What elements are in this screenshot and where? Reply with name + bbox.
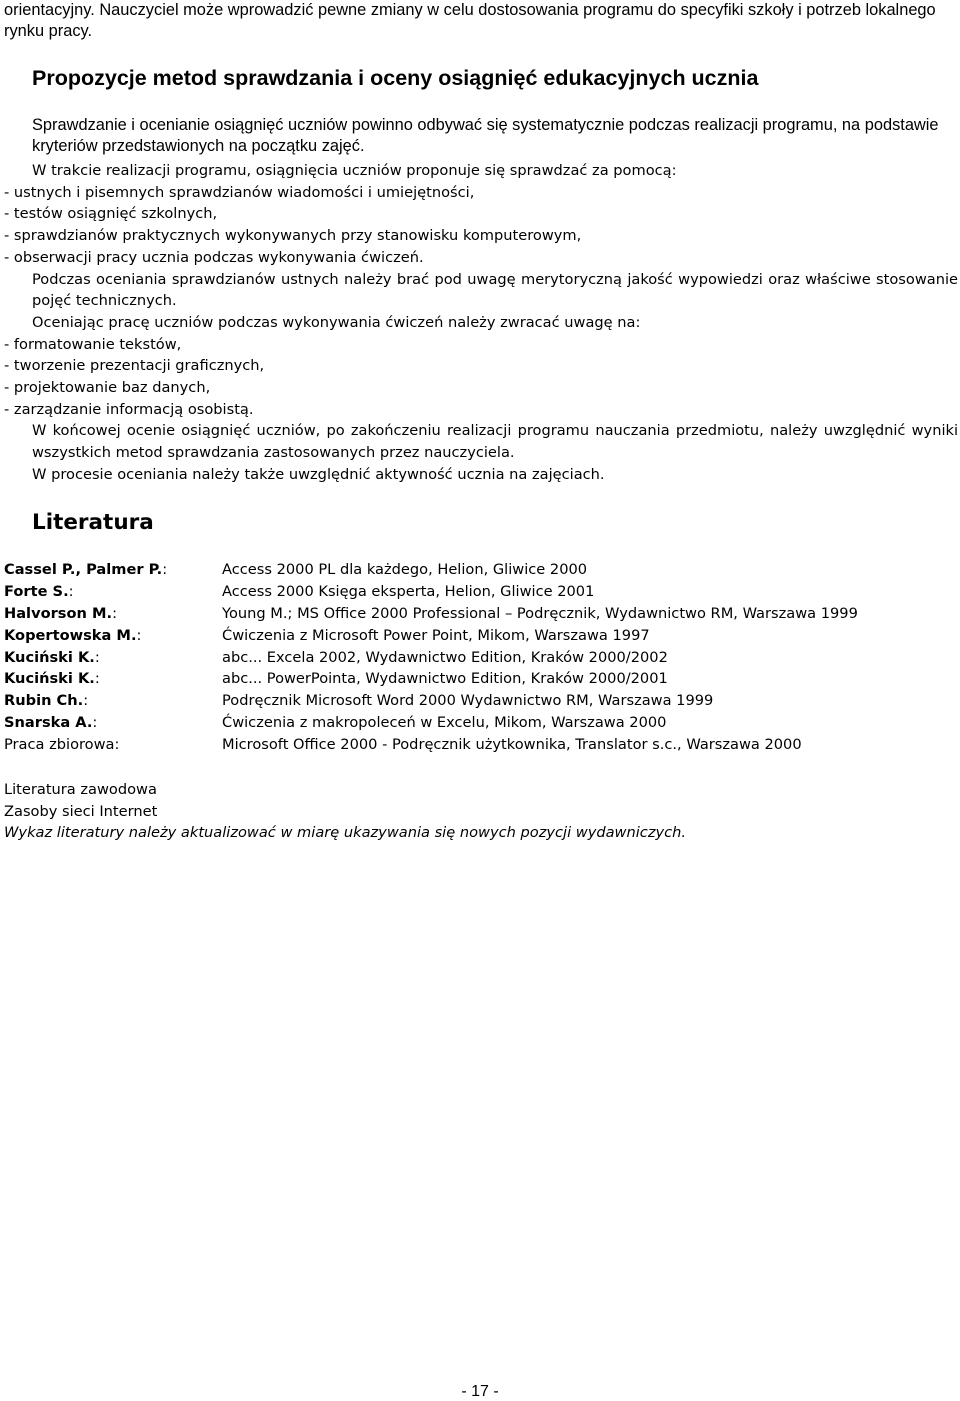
reference-author-name: Cassel P., Palmer P. xyxy=(4,561,163,578)
reference-separator: : xyxy=(112,604,117,622)
reference-title: Ćwiczenia z makropoleceń w Excelu, Mikom, Warszawa 2000 xyxy=(222,714,667,732)
reference-title: Access 2000 Księga eksperta, Helion, Gliwice 2001 xyxy=(222,582,595,600)
reference-separator: : xyxy=(92,714,98,732)
list-item: - sprawdzianów praktycznych wykonywanych przy stanowisku komputerowym, xyxy=(4,227,582,245)
reference-author xyxy=(4,561,222,583)
reference-author-name: Kuciński K. xyxy=(4,670,95,688)
reference-author-name: Praca zbiorowa: xyxy=(4,736,120,754)
list-item: - formatowanie tekstów, xyxy=(4,335,182,353)
list-item: - projektowanie baz danych, xyxy=(4,379,211,397)
reference-author xyxy=(4,692,222,714)
reference-separator: : xyxy=(94,648,100,666)
reference-row xyxy=(4,649,858,671)
list-item: - testów osiągnięć szkolnych, xyxy=(4,205,218,223)
internet-resources-line: Zasoby sieci Internet xyxy=(4,802,158,820)
reference-title: abc... PowerPointa, Wydawnictwo Edition, Kraków 2000/2001 xyxy=(222,670,668,688)
reference-author xyxy=(4,649,222,671)
literature-title: Literatura xyxy=(32,510,154,535)
reference-row xyxy=(4,714,858,736)
update-note: Wykaz literatury należy aktualizować w miarę ukazywania się nowych pozycji wydawniczych. xyxy=(4,824,687,842)
list-item: - tworzenie prezentacji graficznych, xyxy=(4,357,265,375)
reference-row xyxy=(4,670,858,692)
reference-row xyxy=(4,605,858,627)
list-item: - zarządzanie informacją osobistą. xyxy=(4,400,254,418)
intro-paragraph: orientacyjny. Nauczyciel może wprowadzić pewne zmiany w celu dostosowania programu do specyfiki szkoły i potrzeb lokalnego rynku pracy. xyxy=(4,1,936,40)
reference-title: Microsoft Office 2000 - Podręcznik użytkownika, Translator s.c., Warszawa 2000 xyxy=(222,736,802,754)
reference-author-name: Kopertowska M. xyxy=(4,626,137,644)
reference-author-name: Snarska A. xyxy=(4,714,93,732)
reference-row xyxy=(4,736,858,758)
reference-row xyxy=(4,692,858,714)
reference-row xyxy=(4,583,858,605)
reference-title: Podręcznik Microsoft Word 2000 Wydawnictwo RM, Warszawa 1999 xyxy=(222,692,714,710)
reference-title: Access 2000 PL dla każdego, Helion, Gliwice 2000 xyxy=(222,561,588,578)
reference-author xyxy=(4,605,222,627)
reference-author-name: Rubin Ch. xyxy=(4,692,84,710)
reference-row xyxy=(4,627,858,649)
exercise-assessment-intro: Oceniając pracę uczniów podczas wykonywania ćwiczeń należy zwracać uwagę na: xyxy=(32,313,641,331)
reference-author xyxy=(4,736,222,758)
activity-paragraph: W procesie oceniania należy także uwzględnić aktywność ucznia na zajęciach. xyxy=(32,465,605,483)
lead-paragraph: Sprawdzanie i ocenianie osiągnięć uczniów powinno odbywać się systematycznie podczas realizacji programu, na podstawie kryteriów przedstawionych na początku zajęć. xyxy=(32,116,939,155)
reference-separator: : xyxy=(68,582,74,600)
reference-title: Ćwiczenia z Microsoft Power Point, Mikom, Warszawa 1997 xyxy=(222,626,650,644)
oral-assessment-paragraph: Podczas oceniania sprawdzianów ustnych należy brać pod uwagę merytoryczną jakość wypowiedzi oraz właściwe stosowanie pojęć technicznych. xyxy=(32,270,958,310)
section-title: Propozycje metod sprawdzania i oceny osiągnięć edukacyjnych ucznia xyxy=(32,66,759,90)
methods-intro: W trakcie realizacji programu, osiągnięcia uczniów proponuje się sprawdzać za pomocą: xyxy=(32,162,677,179)
assessment-body xyxy=(4,160,958,486)
reference-author xyxy=(4,670,222,692)
reference-author xyxy=(4,583,222,605)
reference-author-name: Forte S. xyxy=(4,582,69,600)
reference-author-name: Kuciński K. xyxy=(4,648,95,666)
professional-literature-line: Literatura zawodowa xyxy=(4,781,157,798)
reference-author-name: Halvorson M. xyxy=(4,604,113,622)
reference-author xyxy=(4,714,222,736)
list-item: - obserwacji pracy ucznia podczas wykonywania ćwiczeń. xyxy=(4,248,424,266)
reference-row xyxy=(4,561,858,583)
reference-separator: : xyxy=(136,626,142,644)
references-table xyxy=(4,561,858,758)
final-assessment-paragraph: W końcowej ocenie osiągnięć uczniów, po zakończeniu realizacji programu nauczania przedmiotu, należy uwzględnić wyniki wszystkich metod sprawdzania zastosowanych przez nauczyciela. xyxy=(32,422,958,462)
page-number: - 17 - xyxy=(461,1383,499,1400)
literature-extras xyxy=(4,779,958,844)
reference-author xyxy=(4,627,222,649)
reference-separator: : xyxy=(162,561,168,578)
reference-separator: : xyxy=(83,692,89,710)
reference-separator: : xyxy=(94,670,100,688)
list-item: - ustnych i pisemnych sprawdzianów wiadomości i umiejętności, xyxy=(4,183,475,201)
reference-title: Young M.; MS Office 2000 Professional – Podręcznik, Wydawnictwo RM, Warszawa 1999 xyxy=(222,604,858,622)
reference-title: abc... Excela 2002, Wydawnictwo Edition, Kraków 2000/2002 xyxy=(222,648,668,666)
